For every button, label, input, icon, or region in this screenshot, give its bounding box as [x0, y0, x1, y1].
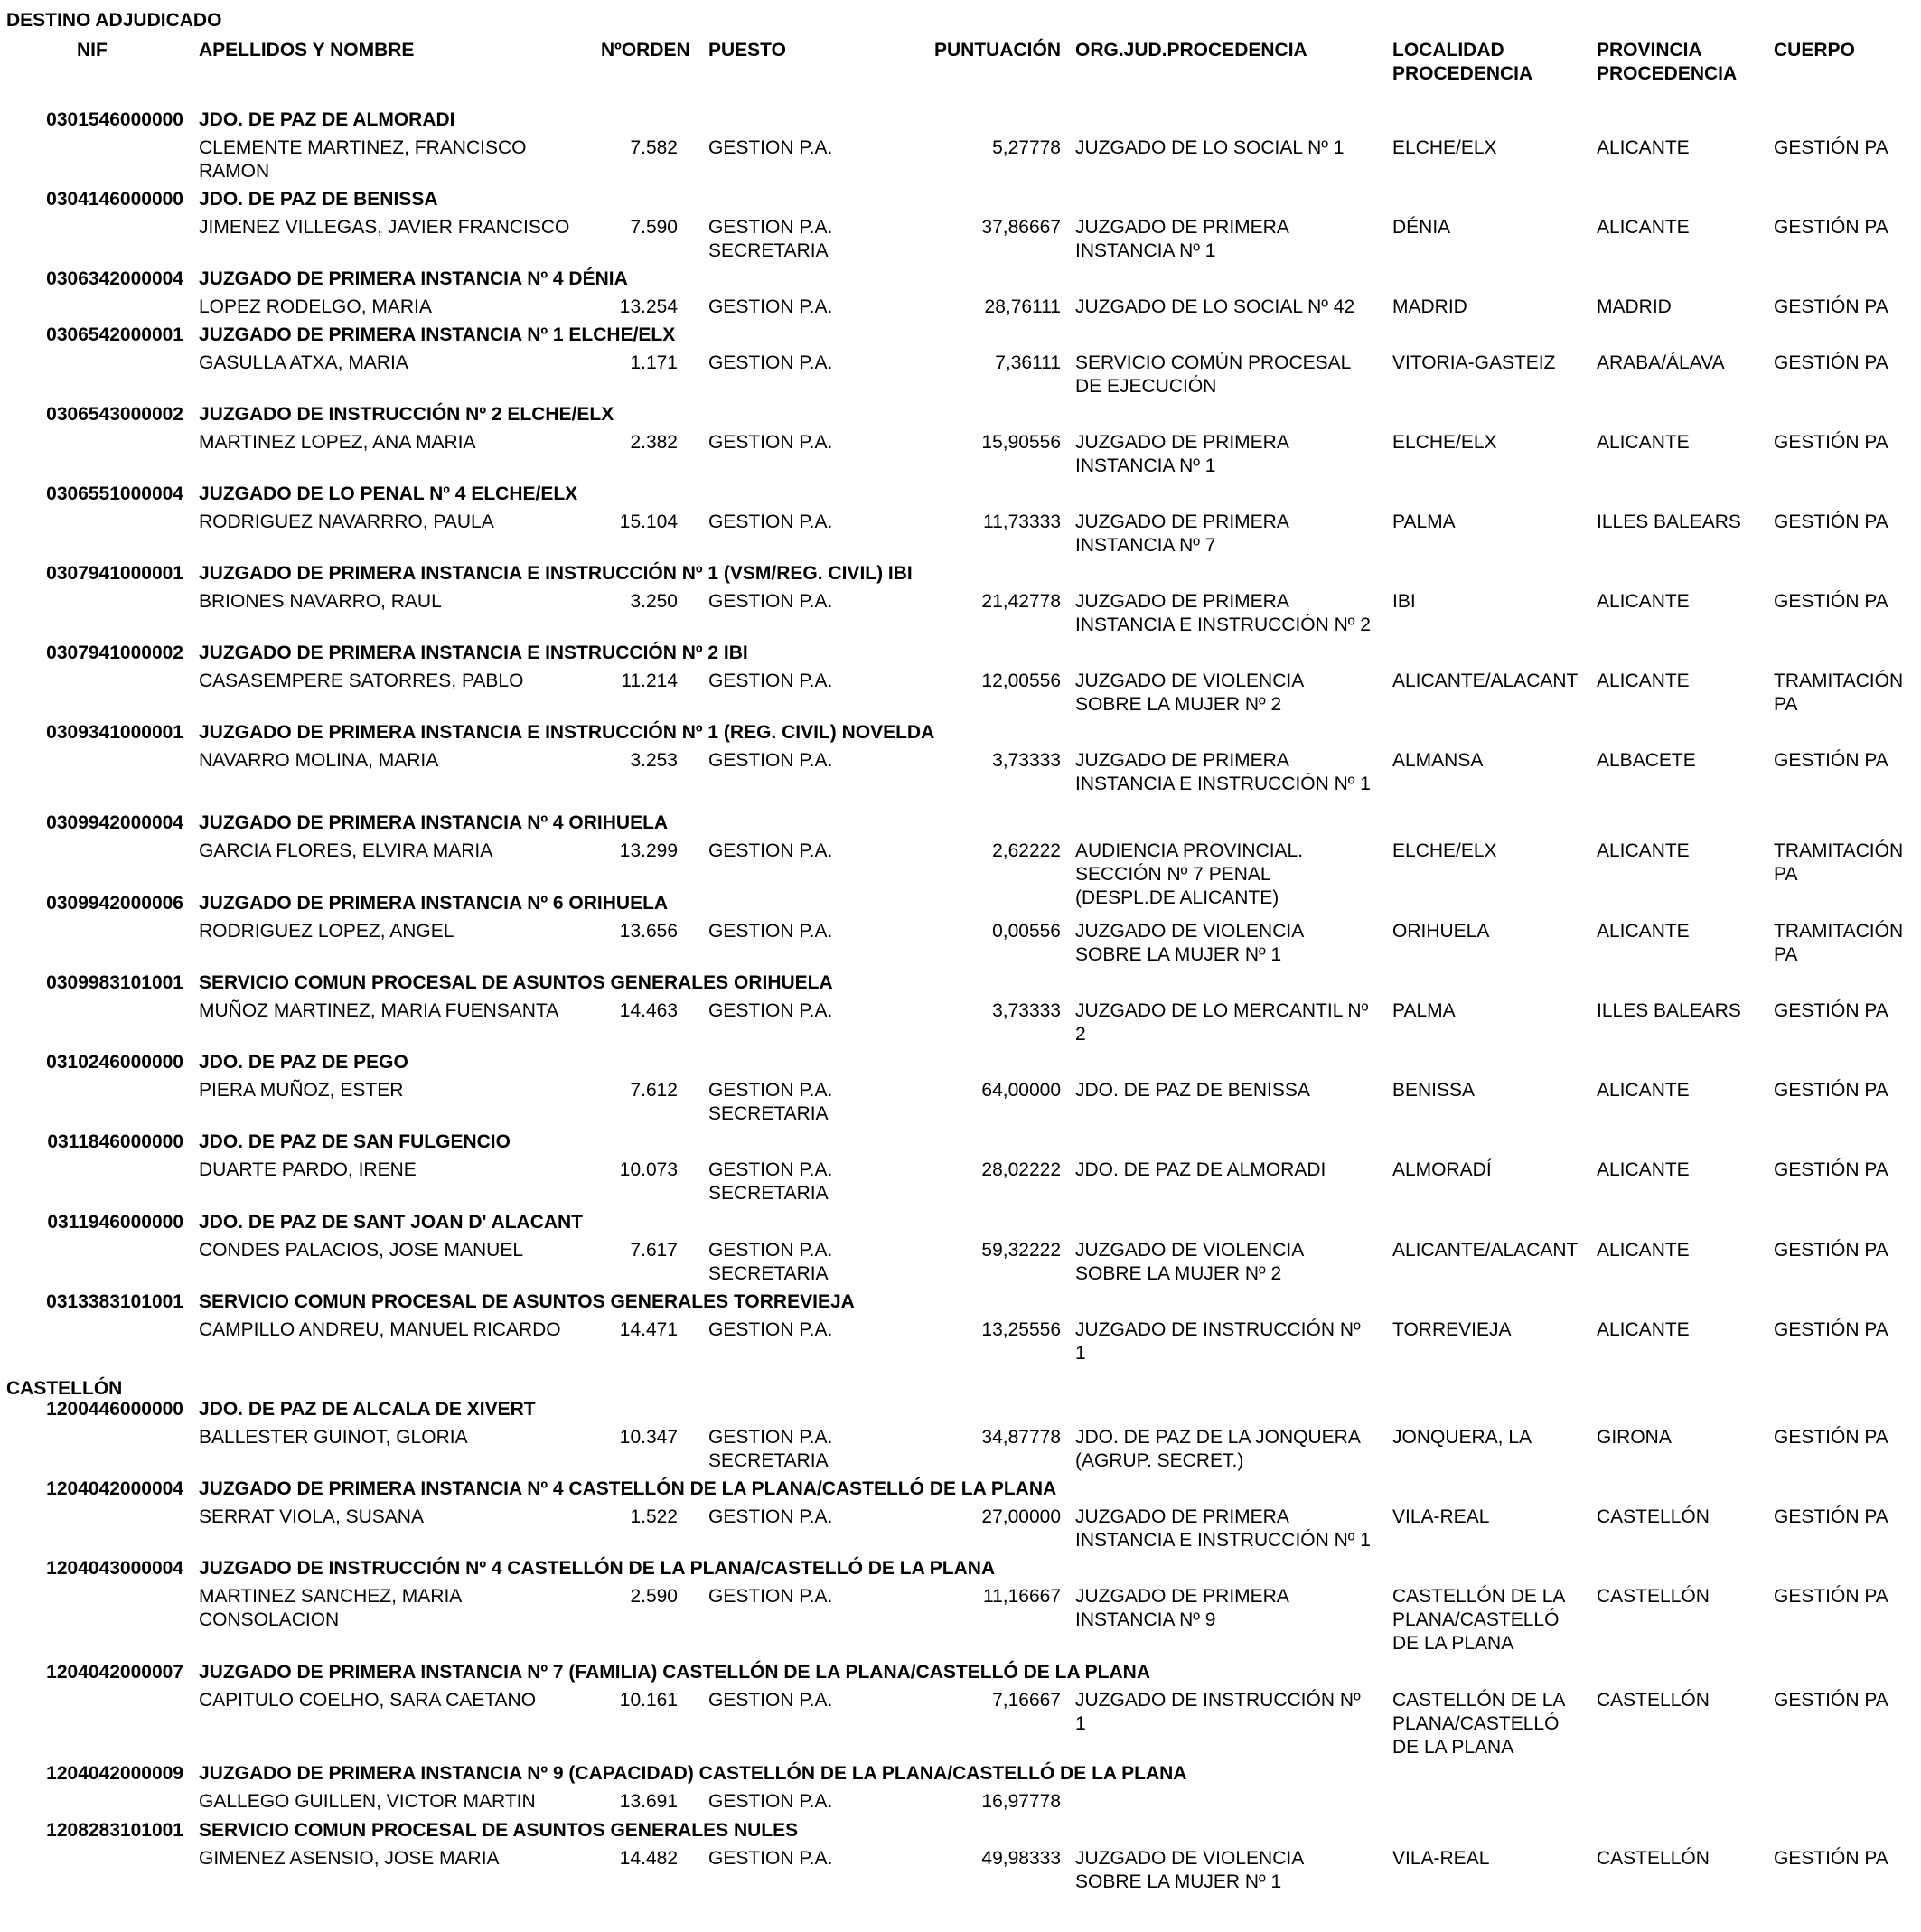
cuerpo: GESTIÓN PA — [1774, 1000, 1888, 1021]
provincia-procedencia: CASTELLÓN — [1597, 1848, 1710, 1869]
org-jud-procedencia: JUZGADO DE INSTRUCCIÓN Nº — [1075, 1690, 1361, 1711]
provincia-procedencia: GIRONA — [1597, 1427, 1672, 1448]
org-jud-procedencia: SOBRE LA MUJER Nº 2 — [1075, 694, 1282, 715]
cuerpo: GESTIÓN PA — [1774, 1586, 1888, 1607]
puesto: GESTION P.A. — [708, 137, 833, 158]
orden-number: 10.161 — [619, 1690, 678, 1711]
orden-number: 13.299 — [619, 840, 678, 861]
destino-name: JUZGADO DE PRIMERA INSTANCIA E INSTRUCCIÓN Nº 1 (REG. CIVIL) NOVELDA — [199, 722, 935, 743]
destino-name: JUZGADO DE LO PENAL Nº 4 ELCHE/ELX — [199, 483, 578, 504]
cuerpo: PA — [1774, 694, 1798, 715]
org-jud-procedencia: 1 — [1075, 1343, 1086, 1364]
cuerpo: GESTIÓN PA — [1774, 137, 1888, 158]
localidad-procedencia: CASTELLÓN DE LA — [1392, 1690, 1566, 1711]
destino-name: JUZGADO DE PRIMERA INSTANCIA Nº 6 ORIHUELA — [199, 893, 669, 914]
orden-number: 10.073 — [619, 1159, 678, 1180]
applicant-name: CONSOLACION — [199, 1609, 340, 1630]
nif-code: 0306342000004 — [46, 268, 183, 289]
provincia-procedencia: CASTELLÓN — [1597, 1690, 1710, 1711]
nif-code: 0313383101001 — [46, 1291, 183, 1312]
applicant-name: NAVARRO MOLINA, MARIA — [199, 750, 439, 771]
puesto: GESTION P.A. — [708, 671, 833, 691]
puntuacion: 11,73333 — [982, 511, 1061, 532]
orden-number: 7.617 — [630, 1240, 678, 1261]
provincia-procedencia: ALICANTE — [1597, 840, 1690, 861]
puesto: SECRETARIA — [708, 1103, 829, 1124]
destino-name: JDO. DE PAZ DE ALCALA DE XIVERT — [199, 1399, 536, 1420]
destino-name: JDO. DE PAZ DE SAN FULGENCIO — [199, 1131, 511, 1152]
puesto: GESTION P.A. — [708, 1791, 833, 1812]
org-jud-procedencia: AUDIENCIA PROVINCIAL. — [1075, 840, 1304, 861]
puntuacion: 7,16667 — [992, 1690, 1061, 1711]
orden-number: 7.612 — [630, 1080, 678, 1101]
nif-code: 1200446000000 — [46, 1399, 183, 1420]
cuerpo: GESTIÓN PA — [1774, 217, 1888, 238]
org-jud-procedencia: JUZGADO DE PRIMERA — [1075, 1586, 1289, 1607]
applicant-name: BALLESTER GUINOT, GLORIA — [199, 1427, 468, 1448]
cuerpo: TRAMITACIÓN — [1774, 840, 1904, 861]
destino-name: SERVICIO COMUN PROCESAL DE ASUNTOS GENERALES NULES — [199, 1820, 799, 1841]
provincia-procedencia: ALICANTE — [1597, 137, 1690, 158]
org-jud-procedencia: JUZGADO DE LO MERCANTIL Nº — [1075, 1000, 1369, 1021]
header-nif: NIF — [77, 40, 108, 61]
nif-code: 0306551000004 — [46, 483, 183, 504]
cuerpo: GESTIÓN PA — [1774, 1080, 1888, 1101]
localidad-procedencia: ORIHUELA — [1392, 921, 1490, 942]
localidad-procedencia: VILA-REAL — [1392, 1848, 1490, 1869]
destino-name: JUZGADO DE PRIMERA INSTANCIA Nº 4 CASTELLÓN DE LA PLANA/CASTELLÓ DE LA PLANA — [199, 1478, 1057, 1499]
nif-code: 1204042000007 — [46, 1662, 183, 1683]
localidad-procedencia: PLANA/CASTELLÓ — [1392, 1609, 1560, 1630]
org-jud-procedencia: JUZGADO DE PRIMERA — [1075, 750, 1289, 771]
applicant-name: CASASEMPERE SATORRES, PABLO — [199, 671, 524, 691]
header-orgjud: ORG.JUD.PROCEDENCIA — [1075, 40, 1307, 61]
cuerpo: PA — [1774, 944, 1798, 965]
orden-number: 13.656 — [619, 921, 678, 942]
cuerpo: GESTIÓN PA — [1774, 296, 1888, 317]
header-provincia: PROVINCIA — [1597, 40, 1702, 61]
nif-code: 0306542000001 — [46, 324, 183, 345]
provincia-procedencia: ALICANTE — [1597, 591, 1690, 612]
nif-code: 0306543000002 — [46, 404, 183, 425]
applicant-name: RODRIGUEZ NAVARRRO, PAULA — [199, 511, 494, 532]
org-jud-procedencia: JUZGADO DE PRIMERA — [1075, 432, 1289, 453]
puesto: GESTION P.A. — [708, 217, 833, 238]
org-jud-procedencia: SOBRE LA MUJER Nº 1 — [1075, 1871, 1282, 1892]
puesto: GESTION P.A. — [708, 1080, 833, 1101]
destino-name: JUZGADO DE PRIMERA INSTANCIA Nº 9 (CAPACIDAD) CASTELLÓN DE LA PLANA/CASTELLÓ DE LA PLANA — [199, 1763, 1187, 1784]
localidad-procedencia: DE LA PLANA — [1392, 1737, 1514, 1758]
cuerpo: GESTIÓN PA — [1774, 1848, 1888, 1869]
destino-name: JDO. DE PAZ DE ALMORADI — [199, 109, 455, 130]
applicant-name: RODRIGUEZ LOPEZ, ANGEL — [199, 921, 454, 942]
org-jud-procedencia: INSTANCIA Nº 1 — [1075, 240, 1216, 261]
cuerpo: GESTIÓN PA — [1774, 1427, 1888, 1448]
orden-number: 11.214 — [621, 671, 678, 691]
puntuacion: 21,42778 — [981, 591, 1061, 612]
org-jud-procedencia: INSTANCIA Nº 7 — [1075, 535, 1216, 556]
puntuacion: 11,16667 — [982, 1586, 1061, 1607]
applicant-name: PIERA MUÑOZ, ESTER — [199, 1080, 404, 1101]
localidad-procedencia: DÉNIA — [1392, 217, 1451, 238]
provincia-procedencia: CASTELLÓN — [1597, 1506, 1710, 1527]
header-localidad: PROCEDENCIA — [1392, 63, 1533, 84]
provincia-procedencia: ILLES BALEARS — [1597, 1000, 1741, 1021]
nif-code: 1208283101001 — [46, 1820, 183, 1841]
orden-number: 7.590 — [630, 217, 678, 238]
applicant-name: GARCIA FLORES, ELVIRA MARIA — [199, 840, 493, 861]
applicant-name: CONDES PALACIOS, JOSE MANUEL — [199, 1240, 524, 1261]
provincia-procedencia: ARABA/ÁLAVA — [1597, 352, 1725, 373]
provincia-procedencia: ALICANTE — [1597, 217, 1690, 238]
localidad-procedencia: ALMANSA — [1392, 750, 1484, 771]
provincia-procedencia: ALICANTE — [1597, 1319, 1690, 1340]
org-jud-procedencia: JUZGADO DE LO SOCIAL Nº 1 — [1075, 137, 1345, 158]
puesto: GESTION P.A. — [708, 1319, 833, 1340]
destino-name: JUZGADO DE PRIMERA INSTANCIA Nº 4 ORIHUELA — [199, 812, 669, 833]
localidad-procedencia: PALMA — [1392, 511, 1456, 532]
puntuacion: 16,97778 — [981, 1791, 1061, 1812]
provincia-procedencia: ALICANTE — [1597, 1080, 1690, 1101]
localidad-procedencia: VITORIA-GASTEIZ — [1392, 352, 1556, 373]
puntuacion: 64,00000 — [981, 1080, 1061, 1101]
cuerpo: GESTIÓN PA — [1774, 432, 1888, 453]
applicant-name: MUÑOZ MARTINEZ, MARIA FUENSANTA — [199, 1000, 559, 1021]
destino-name: JUZGADO DE INSTRUCCIÓN Nº 4 CASTELLÓN DE LA PLANA/CASTELLÓ DE LA PLANA — [199, 1558, 996, 1579]
puntuacion: 2,62222 — [992, 840, 1061, 861]
cuerpo: GESTIÓN PA — [1774, 1159, 1888, 1180]
document-title: DESTINO ADJUDICADO — [6, 10, 222, 31]
puesto: GESTION P.A. — [708, 750, 833, 771]
nif-code: 0307941000001 — [46, 563, 183, 584]
orden-number: 13.691 — [619, 1791, 678, 1812]
cuerpo: PA — [1774, 864, 1798, 885]
orden-number: 7.582 — [630, 137, 678, 158]
puntuacion: 0,00556 — [992, 921, 1061, 942]
header-puesto: PUESTO — [708, 40, 786, 61]
org-jud-procedencia: (AGRUP. SECRET.) — [1075, 1450, 1244, 1471]
puntuacion: 59,32222 — [981, 1240, 1061, 1261]
applicant-name: SERRAT VIOLA, SUSANA — [199, 1506, 424, 1527]
puesto: GESTION P.A. — [708, 591, 833, 612]
puntuacion: 28,02222 — [981, 1159, 1061, 1180]
org-jud-procedencia: INSTANCIA Nº 1 — [1075, 455, 1216, 476]
header-nombre: APELLIDOS Y NOMBRE — [199, 40, 415, 61]
nif-code: 0310246000000 — [46, 1052, 183, 1073]
destino-name: JUZGADO DE INSTRUCCIÓN Nº 2 ELCHE/ELX — [199, 404, 614, 425]
applicant-name: GASULLA ATXA, MARIA — [199, 352, 408, 373]
applicant-name: MARTINEZ LOPEZ, ANA MARIA — [199, 432, 476, 453]
cuerpo: GESTIÓN PA — [1774, 511, 1888, 532]
nif-code: 0311846000000 — [47, 1131, 183, 1152]
destino-name: JDO. DE PAZ DE PEGO — [199, 1052, 408, 1073]
localidad-procedencia: MADRID — [1392, 296, 1467, 317]
localidad-procedencia: PLANA/CASTELLÓ — [1392, 1713, 1560, 1734]
localidad-procedencia: ELCHE/ELX — [1392, 432, 1497, 453]
provincia-procedencia: ALICANTE — [1597, 921, 1690, 942]
provincia-procedencia: ALBACETE — [1597, 750, 1696, 771]
nif-code: 0309983101001 — [46, 972, 183, 993]
puesto: SECRETARIA — [708, 1450, 829, 1471]
orden-number: 14.471 — [619, 1319, 678, 1340]
nif-code: 0309341000001 — [46, 722, 183, 743]
localidad-procedencia: ELCHE/ELX — [1392, 137, 1497, 158]
org-jud-procedencia: JUZGADO DE PRIMERA — [1075, 1506, 1289, 1527]
org-jud-procedencia: JUZGADO DE LO SOCIAL Nº 42 — [1075, 296, 1355, 317]
puesto: SECRETARIA — [708, 240, 829, 261]
destino-name: SERVICIO COMUN PROCESAL DE ASUNTOS GENERALES ORIHUELA — [199, 972, 833, 993]
puesto: GESTION P.A. — [708, 1427, 833, 1448]
province-label: CASTELLÓN — [6, 1378, 123, 1399]
org-jud-procedencia: JDO. DE PAZ DE BENISSA — [1075, 1080, 1310, 1101]
puesto: GESTION P.A. — [708, 1506, 833, 1527]
org-jud-procedencia: INSTANCIA E INSTRUCCIÓN Nº 1 — [1075, 774, 1371, 794]
provincia-procedencia: ALICANTE — [1597, 671, 1690, 691]
localidad-procedencia: CASTELLÓN DE LA — [1392, 1586, 1566, 1607]
applicant-name: CAPITULO COELHO, SARA CAETANO — [199, 1690, 537, 1711]
puntuacion: 3,73333 — [992, 1000, 1061, 1021]
localidad-procedencia: ALICANTE/ALACANT — [1392, 671, 1579, 691]
destino-name: JUZGADO DE PRIMERA INSTANCIA Nº 1 ELCHE/ELX — [199, 324, 676, 345]
localidad-procedencia: BENISSA — [1392, 1080, 1476, 1101]
puesto: GESTION P.A. — [708, 1240, 833, 1261]
puntuacion: 37,86667 — [981, 217, 1061, 238]
puesto: GESTION P.A. — [708, 1000, 833, 1021]
header-localidad: LOCALIDAD — [1392, 40, 1504, 61]
nif-code: 0304146000000 — [46, 189, 183, 210]
nif-code: 1204043000004 — [46, 1558, 183, 1579]
orden-number: 1.171 — [630, 352, 678, 373]
org-jud-procedencia: DE EJECUCIÓN — [1075, 376, 1217, 397]
cuerpo: TRAMITACIÓN — [1774, 671, 1904, 691]
puesto: GESTION P.A. — [708, 840, 833, 861]
nif-code: 0307941000002 — [46, 642, 183, 663]
cuerpo: GESTIÓN PA — [1774, 1240, 1888, 1261]
localidad-procedencia: PALMA — [1392, 1000, 1456, 1021]
localidad-procedencia: IBI — [1392, 591, 1416, 612]
orden-number: 2.382 — [630, 432, 678, 453]
applicant-name: CLEMENTE MARTINEZ, FRANCISCO — [199, 137, 527, 158]
cuerpo: GESTIÓN PA — [1774, 591, 1888, 612]
localidad-procedencia: JONQUERA, LA — [1392, 1427, 1532, 1448]
org-jud-procedencia: SOBRE LA MUJER Nº 2 — [1075, 1263, 1282, 1284]
provincia-procedencia: ALICANTE — [1597, 1240, 1690, 1261]
applicant-name: CAMPILLO ANDREU, MANUEL RICARDO — [199, 1319, 561, 1340]
org-jud-procedencia: JUZGADO DE VIOLENCIA — [1075, 1240, 1305, 1261]
applicant-name: BRIONES NAVARRO, RAUL — [199, 591, 442, 612]
orden-number: 3.250 — [630, 591, 678, 612]
puesto: GESTION P.A. — [708, 432, 833, 453]
puesto: GESTION P.A. — [708, 352, 833, 373]
cuerpo: TRAMITACIÓN — [1774, 921, 1904, 942]
provincia-procedencia: CASTELLÓN — [1597, 1586, 1710, 1607]
orden-number: 15.104 — [619, 511, 678, 532]
org-jud-procedencia: JUZGADO DE PRIMERA — [1075, 217, 1289, 238]
org-jud-procedencia: JDO. DE PAZ DE ALMORADI — [1075, 1159, 1326, 1180]
org-jud-procedencia: SERVICIO COMÚN PROCESAL — [1075, 352, 1352, 373]
applicant-name: RAMON — [199, 161, 270, 182]
destino-name: JUZGADO DE PRIMERA INSTANCIA Nº 7 (FAMILIA) CASTELLÓN DE LA PLANA/CASTELLÓ DE LA PLANA — [199, 1662, 1150, 1683]
puesto: GESTION P.A. — [708, 1586, 833, 1607]
org-jud-procedencia: JUZGADO DE INSTRUCCIÓN Nº — [1075, 1319, 1361, 1340]
localidad-procedencia: ALMORADÍ — [1392, 1159, 1492, 1180]
orden-number: 13.254 — [619, 296, 678, 317]
puntuacion: 12,00556 — [981, 671, 1061, 691]
applicant-name: LOPEZ RODELGO, MARIA — [199, 296, 432, 317]
applicant-name: GIMENEZ ASENSIO, JOSE MARIA — [199, 1848, 500, 1869]
provincia-procedencia: ILLES BALEARS — [1597, 511, 1741, 532]
org-jud-procedencia: 1 — [1075, 1713, 1086, 1734]
puesto: SECRETARIA — [708, 1183, 829, 1204]
org-jud-procedencia: (DESPL.DE ALICANTE) — [1075, 887, 1279, 908]
localidad-procedencia: ALICANTE/ALACANT — [1392, 1240, 1579, 1261]
puesto: GESTION P.A. — [708, 1848, 833, 1869]
nif-code: 0311946000000 — [47, 1212, 183, 1233]
org-jud-procedencia: JUZGADO DE VIOLENCIA — [1075, 921, 1305, 942]
orden-number: 14.482 — [619, 1848, 678, 1869]
nif-code: 0301546000000 — [46, 109, 183, 130]
orden-number: 14.463 — [619, 1000, 678, 1021]
localidad-procedencia: VILA-REAL — [1392, 1506, 1490, 1527]
destino-name: JDO. DE PAZ DE BENISSA — [199, 189, 438, 210]
puesto: GESTION P.A. — [708, 1690, 833, 1711]
puesto: SECRETARIA — [708, 1263, 829, 1284]
header-puntuacion: PUNTUACIÓN — [934, 40, 1061, 61]
org-jud-procedencia: INSTANCIA E INSTRUCCIÓN Nº 1 — [1075, 1530, 1371, 1551]
puesto: GESTION P.A. — [708, 511, 833, 532]
header-orden: NºORDEN — [601, 40, 690, 61]
header-provincia: PROCEDENCIA — [1597, 63, 1738, 84]
provincia-procedencia: ALICANTE — [1597, 1159, 1690, 1180]
puntuacion: 13,25556 — [981, 1319, 1061, 1340]
localidad-procedencia: ELCHE/ELX — [1392, 840, 1497, 861]
applicant-name: GALLEGO GUILLEN, VICTOR MARTIN — [199, 1791, 536, 1812]
header-cuerpo: CUERPO — [1774, 40, 1855, 61]
puesto: GESTION P.A. — [708, 1159, 833, 1180]
org-jud-procedencia: INSTANCIA E INSTRUCCIÓN Nº 2 — [1075, 614, 1371, 635]
orden-number: 10.347 — [619, 1427, 678, 1448]
org-jud-procedencia: JUZGADO DE VIOLENCIA — [1075, 671, 1305, 691]
org-jud-procedencia: SOBRE LA MUJER Nº 1 — [1075, 944, 1282, 965]
localidad-procedencia: TORREVIEJA — [1392, 1319, 1512, 1340]
puntuacion: 28,76111 — [984, 296, 1061, 317]
destino-name: JUZGADO DE PRIMERA INSTANCIA E INSTRUCCIÓN Nº 1 (VSM/REG. CIVIL) IBI — [199, 563, 913, 584]
cuerpo: GESTIÓN PA — [1774, 352, 1888, 373]
nif-code: 0309942000006 — [46, 893, 183, 914]
org-jud-procedencia: JDO. DE PAZ DE LA JONQUERA — [1075, 1427, 1361, 1448]
localidad-procedencia: DE LA PLANA — [1392, 1633, 1514, 1654]
org-jud-procedencia: JUZGADO DE VIOLENCIA — [1075, 1848, 1305, 1869]
nif-code: 0309942000004 — [46, 812, 183, 833]
nif-code: 1204042000004 — [46, 1478, 183, 1499]
destino-name: SERVICIO COMUN PROCESAL DE ASUNTOS GENERALES TORREVIEJA — [199, 1291, 855, 1312]
org-jud-procedencia: INSTANCIA Nº 9 — [1075, 1609, 1216, 1630]
destino-name: JDO. DE PAZ DE SANT JOAN D' ALACANT — [199, 1212, 584, 1233]
orden-number: 3.253 — [630, 750, 678, 771]
provincia-procedencia: MADRID — [1597, 296, 1672, 317]
nif-code: 1204042000009 — [46, 1763, 183, 1784]
orden-number: 1.522 — [630, 1506, 678, 1527]
cuerpo: GESTIÓN PA — [1774, 1319, 1888, 1340]
applicant-name: MARTINEZ SANCHEZ, MARIA — [199, 1586, 463, 1607]
puntuacion: 7,36111 — [995, 352, 1061, 373]
provincia-procedencia: ALICANTE — [1597, 432, 1690, 453]
applicant-name: DUARTE PARDO, IRENE — [199, 1159, 417, 1180]
puntuacion: 15,90556 — [981, 432, 1061, 453]
puntuacion: 3,73333 — [992, 750, 1061, 771]
org-jud-procedencia: 2 — [1075, 1024, 1086, 1045]
destino-name: JUZGADO DE PRIMERA INSTANCIA Nº 4 DÉNIA — [199, 268, 628, 289]
puesto: GESTION P.A. — [708, 921, 833, 942]
cuerpo: GESTIÓN PA — [1774, 1506, 1888, 1527]
orden-number: 2.590 — [630, 1586, 678, 1607]
destino-name: JUZGADO DE PRIMERA INSTANCIA E INSTRUCCIÓN Nº 2 IBI — [199, 642, 748, 663]
org-jud-procedencia: JUZGADO DE PRIMERA — [1075, 591, 1289, 612]
org-jud-procedencia: SECCIÓN Nº 7 PENAL — [1075, 864, 1271, 885]
applicant-name: JIMENEZ VILLEGAS, JAVIER FRANCISCO — [199, 217, 570, 238]
puntuacion: 27,00000 — [981, 1506, 1061, 1527]
puntuacion: 34,87778 — [981, 1427, 1061, 1448]
puesto: GESTION P.A. — [708, 296, 833, 317]
cuerpo: GESTIÓN PA — [1774, 1690, 1888, 1711]
org-jud-procedencia: JUZGADO DE PRIMERA — [1075, 511, 1289, 532]
puntuacion: 49,98333 — [981, 1848, 1061, 1869]
puntuacion: 5,27778 — [992, 137, 1061, 158]
cuerpo: GESTIÓN PA — [1774, 750, 1888, 771]
